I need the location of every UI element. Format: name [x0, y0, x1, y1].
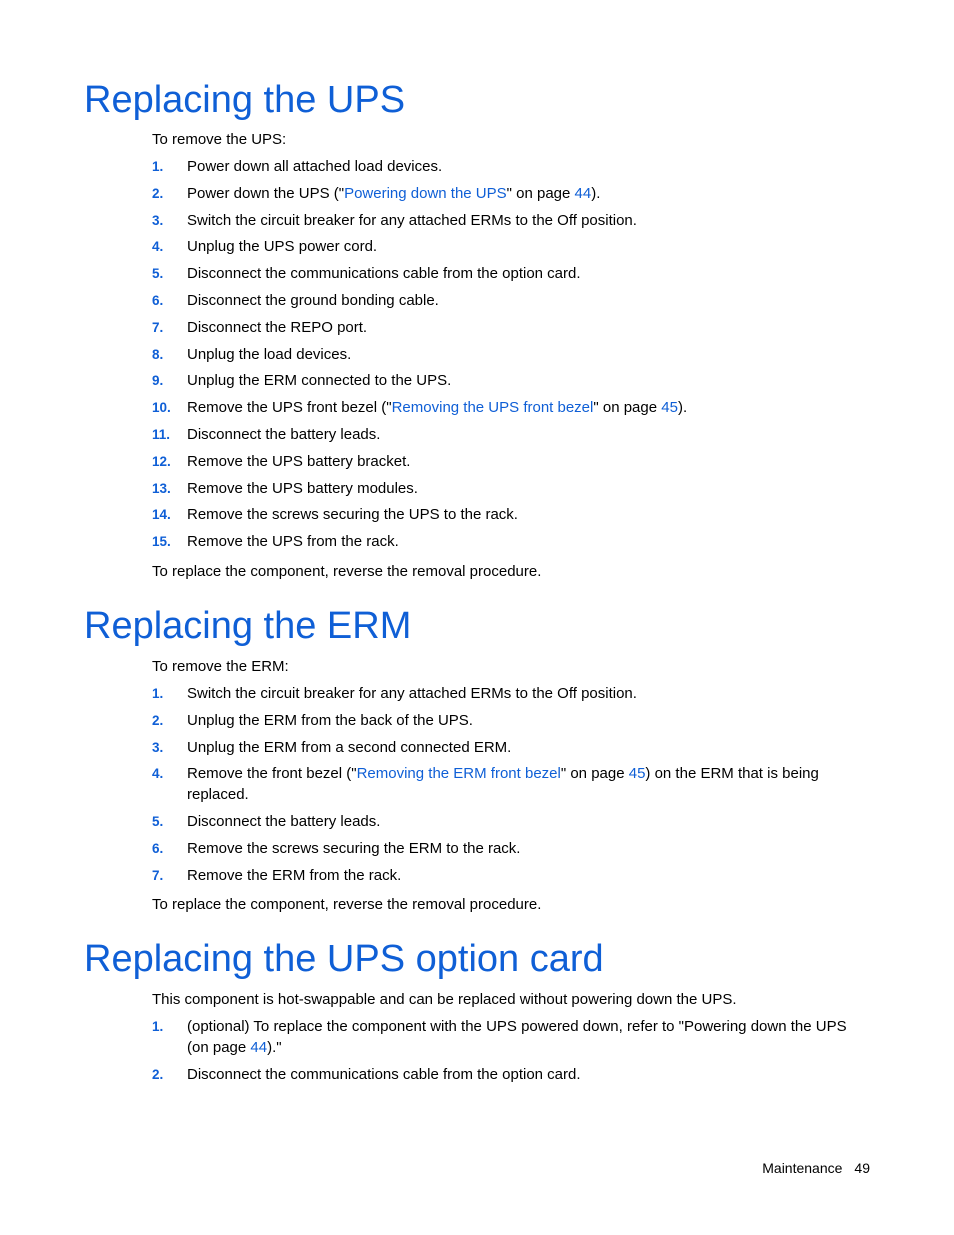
- step-number: 4.: [152, 766, 164, 782]
- step-text: [187, 712, 473, 729]
- step-text-segment: Disconnect the battery leads.: [187, 425, 381, 443]
- list-item: [152, 838, 872, 859]
- step-text: [187, 399, 687, 416]
- step-text: [187, 840, 520, 857]
- step-text-segment: Unplug the ERM connected to the UPS.: [187, 372, 452, 390]
- outro-text: To replace the component, reverse the removal procedure.: [152, 896, 542, 913]
- step-number: 15.: [152, 534, 171, 550]
- step-number: 1.: [152, 686, 164, 701]
- step-number: 9.: [152, 373, 164, 389]
- intro-text: This component is hot-swappable and can be replaced without powering down the UPS.: [152, 991, 737, 1008]
- list-item: [152, 156, 872, 177]
- step-text: [187, 506, 518, 523]
- list-item: [152, 504, 872, 525]
- step-text-segment: ).: [677, 399, 688, 417]
- step-number: 4.: [152, 239, 164, 255]
- step-text-segment: Switch the circuit breaker for any attached ERMs to the Off position.: [187, 211, 637, 229]
- step-text-segment: ).": [267, 1039, 282, 1056]
- list-item: [152, 478, 872, 499]
- step-text-segment: Disconnect the ground bonding cable.: [187, 291, 439, 309]
- outro-text: To replace the component, reverse the removal procedure.: [152, 563, 542, 580]
- step-text: [187, 765, 819, 803]
- cross-reference-link[interactable]: 45: [628, 765, 646, 783]
- step-text-segment: Remove the UPS from the rack.: [187, 533, 399, 551]
- list-item: [152, 263, 872, 284]
- step-text: [187, 867, 401, 884]
- step-text-segment: Switch the circuit breaker for any attached ERMs to the Off position.: [187, 685, 637, 702]
- footer-section-name: Maintenance: [762, 1160, 843, 1176]
- list-item: [152, 183, 872, 204]
- cross-reference-link[interactable]: Removing the ERM front bezel: [356, 765, 561, 783]
- list-item: [152, 370, 872, 391]
- list-item: [152, 811, 872, 832]
- step-text-segment: Disconnect the battery leads.: [187, 813, 381, 831]
- step-text-segment: Disconnect the communications cable from the option card.: [187, 1065, 581, 1083]
- step-text-segment: Remove the UPS front bezel (": [187, 399, 392, 417]
- list-item: [152, 290, 872, 311]
- step-text-segment: Unplug the load devices.: [187, 345, 352, 363]
- step-number: 8.: [152, 346, 164, 362]
- step-text-segment: Remove the front bezel (": [187, 765, 357, 783]
- step-text-segment: " on page: [506, 184, 575, 202]
- step-number: 2.: [152, 1066, 164, 1082]
- steps-list: [152, 156, 872, 552]
- list-item: [152, 397, 872, 418]
- step-number: 5.: [152, 266, 164, 282]
- step-text: [187, 1018, 847, 1056]
- step-text-segment: ) on the ERM that is being replaced.: [187, 765, 819, 804]
- step-text-segment: Unplug the UPS power cord.: [187, 238, 378, 256]
- steps-list: [152, 1016, 872, 1085]
- step-text: [187, 212, 637, 229]
- step-text: [187, 533, 399, 550]
- list-item: [152, 1016, 872, 1058]
- step-text-segment: Disconnect the communications cable from the option card.: [187, 265, 581, 283]
- step-number: 14.: [152, 507, 171, 523]
- step-number: 7.: [152, 319, 164, 335]
- cross-reference-link[interactable]: 45: [661, 399, 678, 417]
- cross-reference-link[interactable]: Removing the UPS front bezel: [391, 399, 594, 417]
- intro-text: To remove the ERM:: [152, 658, 289, 675]
- step-text: [187, 426, 380, 443]
- step-text-segment: Remove the UPS battery modules.: [187, 479, 418, 497]
- step-text: [187, 158, 442, 175]
- step-number: 1.: [152, 1019, 164, 1034]
- cross-reference-link[interactable]: 44: [574, 184, 592, 202]
- list-item: [152, 344, 872, 365]
- step-text: [187, 292, 439, 309]
- step-text: [187, 185, 600, 202]
- step-text-segment: " on page: [560, 765, 629, 783]
- step-text: [187, 319, 367, 336]
- step-number: 12.: [152, 453, 171, 469]
- steps-list: [152, 683, 872, 886]
- list-item: [152, 236, 872, 257]
- step-number: 7.: [152, 867, 164, 883]
- step-number: 13.: [152, 480, 171, 496]
- step-number: 5.: [152, 814, 164, 830]
- list-item: [152, 451, 872, 472]
- step-number: 10.: [152, 400, 171, 416]
- step-text-segment: ).: [591, 184, 601, 202]
- step-text: [187, 813, 380, 830]
- list-item: [152, 317, 872, 338]
- step-number: 6.: [152, 292, 164, 308]
- step-number: 3.: [152, 212, 164, 228]
- step-number: 3.: [152, 739, 164, 755]
- heading-replacing-the-ups-option-card: Replacing the UPS option card: [84, 938, 604, 980]
- page-number: 49: [854, 1160, 870, 1176]
- step-number: 6.: [152, 840, 164, 856]
- step-text: [187, 480, 418, 497]
- step-text: [187, 238, 377, 255]
- step-number: 1.: [152, 159, 164, 174]
- step-text-segment: " on page: [593, 399, 662, 417]
- step-text: [187, 739, 511, 756]
- list-item: [152, 710, 872, 731]
- step-text: [187, 346, 351, 363]
- step-text: [187, 372, 451, 389]
- list-item: [152, 683, 872, 704]
- step-text-segment: Disconnect the REPO port.: [187, 318, 368, 336]
- cross-reference-link[interactable]: 44: [250, 1039, 268, 1056]
- step-text-segment: Remove the UPS battery bracket.: [187, 452, 411, 470]
- step-text-segment: (optional) To replace the component with the UPS powered down, refer to "Powering down the UPS (on page: [187, 1018, 847, 1056]
- page-footer: [700, 1158, 870, 1178]
- step-text-segment: Remove the screws securing the UPS to the rack.: [187, 506, 518, 524]
- step-number: 11.: [152, 426, 171, 442]
- list-item: [152, 737, 872, 758]
- step-number: 2.: [152, 185, 164, 201]
- cross-reference-link[interactable]: Powering down the UPS: [344, 184, 507, 202]
- list-item: [152, 210, 872, 231]
- step-number: 2.: [152, 712, 164, 728]
- step-text-segment: Remove the screws securing the ERM to the rack.: [187, 839, 521, 857]
- step-text-segment: Unplug the ERM from a second connected ERM.: [187, 738, 512, 756]
- step-text-segment: Power down all attached load devices.: [187, 158, 443, 175]
- step-text: [187, 265, 581, 282]
- step-text-segment: Remove the ERM from the rack.: [187, 866, 402, 884]
- heading-replacing-the-erm: Replacing the ERM: [84, 605, 412, 647]
- step-text-segment: Power down the UPS (": [187, 184, 345, 202]
- list-item: [152, 424, 872, 445]
- list-item: [152, 1064, 872, 1085]
- step-text: [187, 685, 637, 702]
- list-item: [152, 531, 872, 552]
- intro-text: To remove the UPS:: [152, 131, 287, 148]
- list-item: [152, 865, 872, 886]
- list-item: [152, 763, 872, 805]
- step-text: [187, 453, 410, 470]
- step-text-segment: Unplug the ERM from the back of the UPS.: [187, 711, 473, 729]
- heading-replacing-the-ups: Replacing the UPS: [84, 79, 406, 121]
- step-text: [187, 1066, 581, 1083]
